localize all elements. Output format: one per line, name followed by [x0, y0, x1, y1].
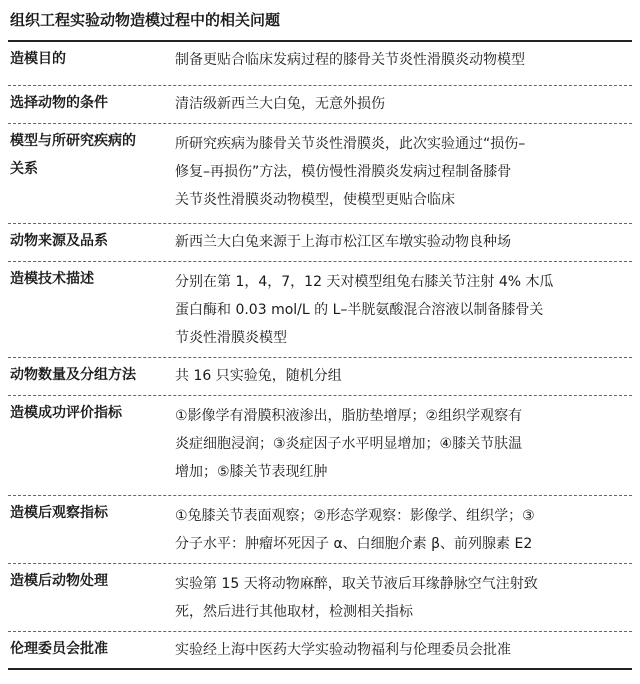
label-line: 关系 — [10, 161, 38, 177]
table-row — [8, 358, 632, 396]
value-line: 增加；⑤膝关节表现红肿 — [175, 464, 328, 480]
value-line: 蛋白酶和 0.03 mol/L 的 L–半胱氨酸混合溶液以制备膝骨关 — [175, 302, 544, 318]
table-row — [8, 262, 632, 358]
value-line: 死，然后进行其他取材，检测相关指标 — [175, 604, 413, 620]
value-line: 清洁级新西兰大白兔，无意外损伤 — [175, 96, 385, 112]
row-value — [171, 358, 632, 395]
value-line: 炎症细胞浸润；③炎症因子水平明显增加；④膝关节肤温 — [175, 436, 523, 452]
row-label: 造模后观察指标 — [10, 505, 108, 521]
row-value — [171, 124, 632, 223]
row-value — [171, 564, 632, 631]
row-label: 动物来源及品系 — [10, 233, 108, 249]
row-value — [171, 262, 632, 357]
value-line: 分子水平：肿瘤坏死因子 α、白细胞介素 β、前列腺素 E2 — [175, 536, 533, 552]
row-label: 造模目的 — [10, 51, 66, 67]
row-label: 造模后动物处理 — [10, 573, 108, 589]
value-line: 修复–再损伤”方法，模仿慢性滑膜炎发病过程制备膝骨 — [175, 164, 512, 180]
value-line: 分别在第 1，4，7，12 天对模型组兔右膝关节注射 4% 木瓜 — [175, 274, 554, 290]
row-value — [171, 396, 632, 495]
row-value — [171, 86, 632, 123]
table-row — [8, 632, 632, 670]
value-line: 所研究疾病为膝骨关节炎性滑膜炎，此次实验通过“损伤– — [175, 136, 526, 152]
row-value — [171, 632, 632, 668]
row-label — [8, 124, 171, 223]
value-line: 节炎性滑膜炎模型 — [175, 330, 287, 346]
value-line: 关节炎性滑膜炎动物模型，使模型更贴合临床 — [175, 192, 455, 208]
value-line: 实验经上海中医药大学实验动物福利与伦理委员会批准 — [175, 642, 511, 658]
table-title: 组织工程实验动物造模过程中的相关问题 — [8, 0, 632, 42]
value-line: ①兔膝关节表面观察；②形态学观察：影像学、组织学；③ — [175, 508, 535, 524]
row-value — [171, 224, 632, 261]
table-row — [8, 396, 632, 496]
value-line: 制备更贴合临床发病过程的膝骨关节炎性滑膜炎动物模型 — [175, 52, 525, 68]
table-row — [8, 42, 632, 86]
row-value — [171, 496, 632, 563]
table-row — [8, 496, 632, 564]
row-label: 造模成功评价指标 — [10, 405, 122, 421]
table-row — [8, 124, 632, 224]
table-row — [8, 86, 632, 124]
value-line: 共 16 只实验兔，随机分组 — [175, 368, 342, 384]
table-row — [8, 224, 632, 262]
value-line: ①影像学有滑膜积液渗出，脂肪垫增厚；②组织学观察有 — [175, 408, 523, 424]
value-line: 实验第 15 天将动物麻醉，取关节液后耳缘静脉空气注射致 — [175, 576, 538, 592]
row-label: 选择动物的条件 — [10, 95, 108, 111]
row-label: 动物数量及分组方法 — [10, 367, 136, 383]
table-row — [8, 564, 632, 632]
label-line: 模型与所研究疾病的 — [10, 133, 136, 149]
row-label: 造模技术描述 — [10, 271, 94, 287]
row-value — [171, 42, 632, 85]
row-label: 伦理委员会批准 — [10, 641, 108, 657]
value-line: 新西兰大白兔来源于上海市松江区车墩实验动物良种场 — [175, 234, 511, 250]
